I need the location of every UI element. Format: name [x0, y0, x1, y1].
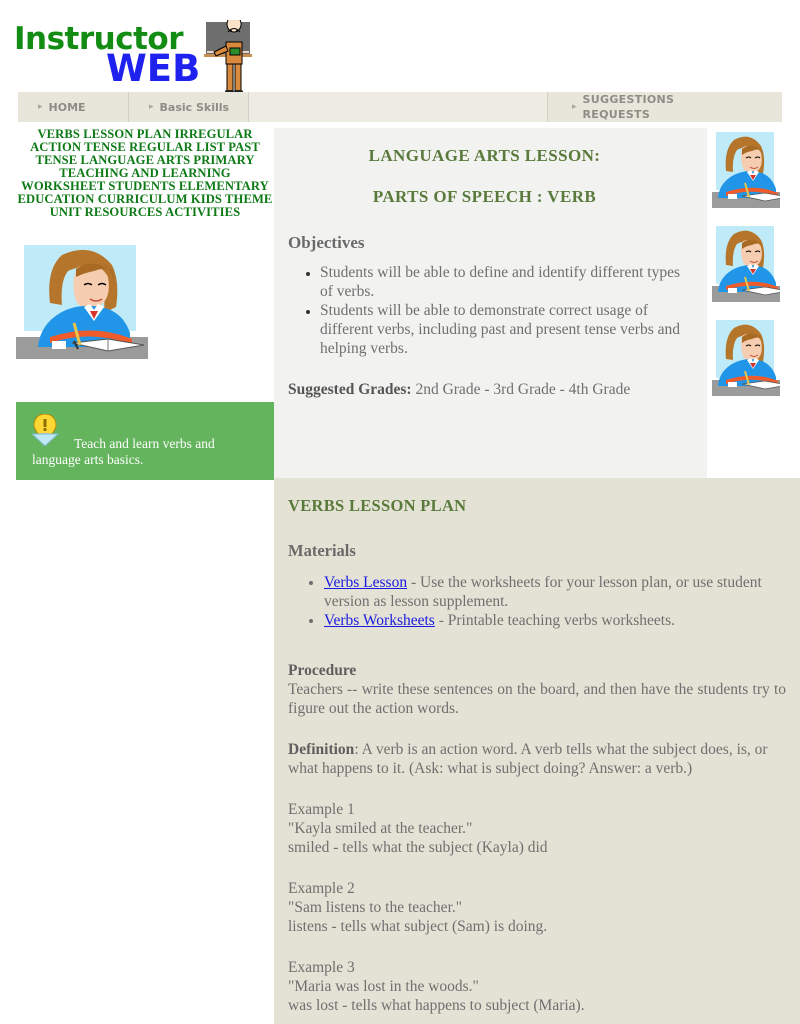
nav-spacer	[248, 92, 547, 122]
lesson-plan-heading: VERBS LESSON PLAN	[288, 496, 467, 515]
nav-suggestions-line2: REQUESTS	[582, 108, 651, 121]
nav-item-home[interactable]	[18, 92, 128, 122]
list-item: • Students will be able to demonstrate correct usage of different verbs, including past and present tense verbs and helping verbs.	[320, 301, 681, 358]
example-sentence: "Sam listens to the teacher."	[288, 899, 463, 916]
suggested-grades-label: Suggested Grades:	[288, 381, 412, 398]
objectives-list	[288, 263, 681, 358]
procedure-heading: Procedure	[288, 662, 357, 679]
sidebar-tip-box	[16, 402, 274, 480]
logo-word-web: WEB	[106, 47, 201, 90]
girl-writing-thumb-3[interactable]	[712, 318, 780, 396]
nav-suggestions-line1: SUGGESTIONS	[582, 93, 675, 106]
example-label: Example 3	[288, 959, 355, 976]
materials-heading: Materials	[288, 541, 356, 560]
verbs-worksheets-link[interactable]: Verbs Worksheets	[324, 612, 435, 629]
example-block-3	[288, 958, 786, 1015]
procedure-block	[288, 662, 786, 718]
nav-item-basic-skills-label: Basic Skills	[159, 100, 230, 114]
nav-suggestions-labels	[583, 92, 675, 122]
definition-text: : A verb is an action word. A verb tells what the subject does, is, or what happens to it. (Ask: what is subject doing? Answer: a verb.)	[288, 741, 768, 777]
thumbnail-column	[712, 130, 782, 412]
definition-block	[288, 740, 786, 778]
logo-word-instructor: Instructor	[14, 21, 184, 57]
nav-item-home-label: HOME	[48, 100, 86, 114]
chevron-right-icon: ▸	[572, 102, 577, 112]
procedure-text: Teachers -- write these sentences on the board, and then have the students try to figure out the action words.	[288, 681, 786, 717]
suggested-grades-value: 2nd Grade - 3rd Grade - 4th Grade	[415, 381, 631, 398]
nav-item-suggestions-requests[interactable]	[547, 92, 782, 122]
list-item	[324, 573, 786, 611]
lesson-plan-panel	[274, 478, 800, 1024]
girl-writing-thumb-1[interactable]	[712, 130, 780, 208]
main-navigation	[18, 92, 782, 122]
lesson-title-line1: LANGUAGE ARTS LESSON:	[368, 146, 601, 165]
list-item	[324, 611, 786, 630]
example-block-2	[288, 879, 786, 936]
objectives-heading: Objectives	[288, 233, 365, 252]
lesson-overview-panel	[274, 128, 707, 478]
chevron-right-icon: ▸	[149, 102, 154, 112]
example-label: Example 2	[288, 880, 355, 897]
sidebar-tip-text: Teach and learn verbs and language arts basics.	[32, 436, 215, 467]
chevron-right-icon: ▸	[38, 102, 43, 112]
verbs-worksheets-description: - Printable teaching verbs worksheets.	[434, 612, 676, 629]
example-block-1	[288, 800, 786, 857]
teacher-blackboard-icon	[204, 20, 262, 98]
example-explanation: smiled - tells what the subject (Kayla) did	[288, 839, 548, 856]
site-header	[0, 0, 800, 92]
definition-label: Definition	[288, 741, 355, 758]
girl-writing-thumb-2[interactable]	[712, 224, 780, 302]
example-explanation: listens - tells what subject (Sam) is doing.	[288, 918, 548, 935]
example-label: Example 1	[288, 801, 355, 818]
site-logo[interactable]	[14, 16, 250, 92]
lesson-title-line2: PARTS OF SPEECH : VERB	[372, 187, 597, 206]
nav-item-basic-skills[interactable]	[128, 92, 248, 122]
example-sentence: "Kayla smiled at the teacher."	[288, 820, 473, 837]
suggested-grades	[288, 380, 681, 399]
materials-list	[288, 573, 786, 630]
verbs-lesson-link[interactable]: Verbs Lesson	[324, 574, 408, 591]
girl-writing-illustration	[16, 241, 148, 359]
left-sidebar	[16, 127, 274, 467]
example-sentence: "Maria was lost in the woods."	[288, 978, 479, 995]
verbs-lesson-description: - Use the worksheets for your lesson plan, or use student version as lesson supplement.	[324, 574, 762, 610]
sidebar-keyword-block: VERBS LESSON PLAN IRREGULAR ACTION TENSE REGULAR LIST PAST TENSE LANGUAGE ARTS PRIMARY TEACHING AND LEARNING WORKSHEET STUDENTS ELEMENTARY EDUCATION CURRICULUM KIDS THEME UNIT RESOURCES ACTIVITIES	[17, 127, 273, 219]
example-explanation: was lost - tells what happens to subject (Maria).	[288, 997, 585, 1014]
list-item: • Students will be able to define and identify different types of verbs.	[320, 263, 681, 301]
